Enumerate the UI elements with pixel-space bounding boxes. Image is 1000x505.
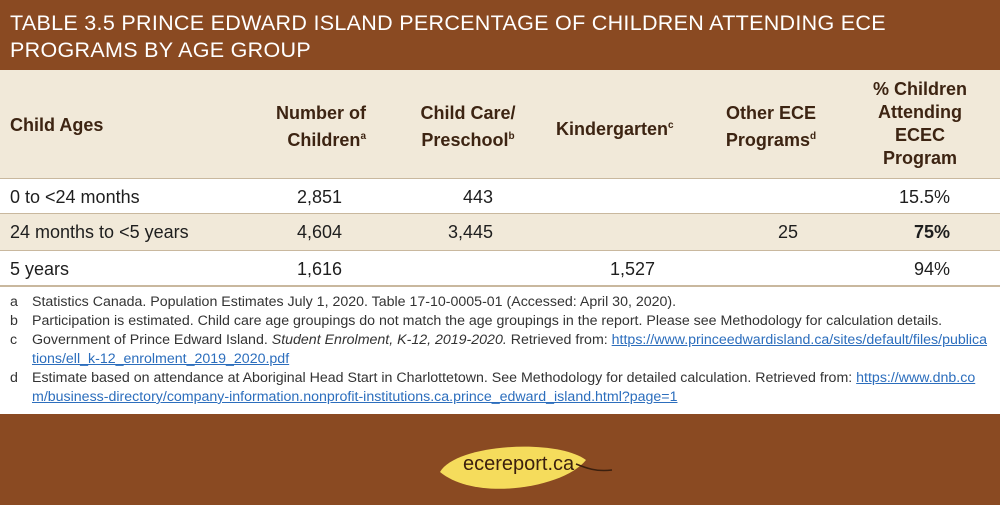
- cell-percent: 15.5%: [898, 187, 950, 207]
- header-percent-attending: [860, 78, 980, 170]
- footnote-letter: c: [10, 332, 18, 348]
- table-row: [0, 214, 1000, 250]
- footnote-b: [10, 312, 990, 331]
- footnote-letter: b: [10, 313, 18, 329]
- footnote-d: [10, 369, 990, 407]
- header-childcare-line2: Preschool: [421, 130, 509, 150]
- data-table: [0, 70, 1000, 414]
- footnote-text: Participation is estimated. Child care age groupings do not match the age groupings in the report. Please see Methodology for calculation details.: [32, 313, 943, 329]
- footnote-c: [10, 331, 990, 369]
- header-number-of-children: [262, 102, 366, 152]
- header-number-line2: Children: [287, 130, 361, 150]
- header-percent-line4: Program: [882, 148, 958, 168]
- table-row: [0, 178, 1000, 214]
- cell-kindergarten: 1,527: [609, 259, 655, 279]
- cell-childcare: 3,445: [447, 222, 493, 242]
- footnote-marker-d: d: [809, 131, 817, 142]
- table-row: [0, 250, 1000, 286]
- footnote-text: Retrieved from:: [506, 332, 612, 348]
- header-childcare-line1: Child Care/: [420, 103, 516, 123]
- cell-percent: 94%: [913, 259, 950, 279]
- cell-children: 2,851: [296, 187, 342, 207]
- header-percent-line2: Attending: [878, 102, 962, 122]
- header-other-ece: [712, 102, 830, 152]
- cell-children: 1,616: [296, 259, 342, 279]
- site-link[interactable]: ecereport.ca: [463, 453, 575, 475]
- table-header: [0, 70, 1000, 178]
- footnote-marker-c: c: [668, 120, 674, 131]
- header-other-line2: Programs: [725, 130, 810, 150]
- footnote-text: Government of Prince Edward Island.: [32, 332, 272, 348]
- header-number-line1: Number of: [276, 103, 366, 123]
- footnote-marker-a: a: [360, 131, 366, 142]
- footnote-letter: a: [10, 294, 18, 310]
- cell-children: 4,604: [296, 222, 342, 242]
- footnote-a: [10, 293, 990, 312]
- cell-percent: 75%: [913, 222, 950, 242]
- footnotes: [0, 286, 1000, 414]
- cell-age: 0 to <24 months: [10, 187, 140, 207]
- header-kindergarten-label: Kindergarten: [556, 119, 669, 139]
- footnote-text: Statistics Canada. Population Estimates July 1, 2020. Table 17-10-0005-01 (Accessed: April 30, 2020).: [32, 294, 677, 310]
- header-kindergarten: [556, 114, 674, 141]
- footnote-marker-b: b: [508, 131, 515, 142]
- header-other-line1: Other ECE: [725, 103, 817, 123]
- footnote-link[interactable]: https://www.princeedwardisland.ca/sites/default/files/publications/ell_k-12_enrolment_2019_2020.pdf: [32, 332, 988, 367]
- header-child-ages: Child Ages: [10, 115, 104, 135]
- header-percent-line3: ECEC: [894, 125, 945, 145]
- cell-childcare: 443: [462, 187, 493, 207]
- footnote-text: Estimate based on attendance at Aboriginal Head Start in Charlottetown. See Methodology for detailed calculation. Retrieved from:: [32, 370, 857, 386]
- table-title: TABLE 3.5 PRINCE EDWARD ISLAND PERCENTAGE OF CHILDREN ATTENDING ECE PROGRAMS BY AGE GROUP: [10, 11, 886, 62]
- header-child-care: [408, 102, 528, 152]
- cell-other: 25: [777, 222, 798, 242]
- footnote-link[interactable]: https://www.dnb.com/business-directory/company-information.nonprofit-institutions.ca.prince_edward_island.html?page=1: [32, 370, 976, 405]
- footnote-publication-title: Student Enrolment, K-12, 2019-2020.: [271, 332, 507, 348]
- header-percent-line1: % Children: [872, 79, 967, 99]
- cell-age: 24 months to <5 years: [10, 222, 189, 242]
- cell-age: 5 years: [10, 259, 70, 279]
- footnote-letter: d: [10, 370, 18, 386]
